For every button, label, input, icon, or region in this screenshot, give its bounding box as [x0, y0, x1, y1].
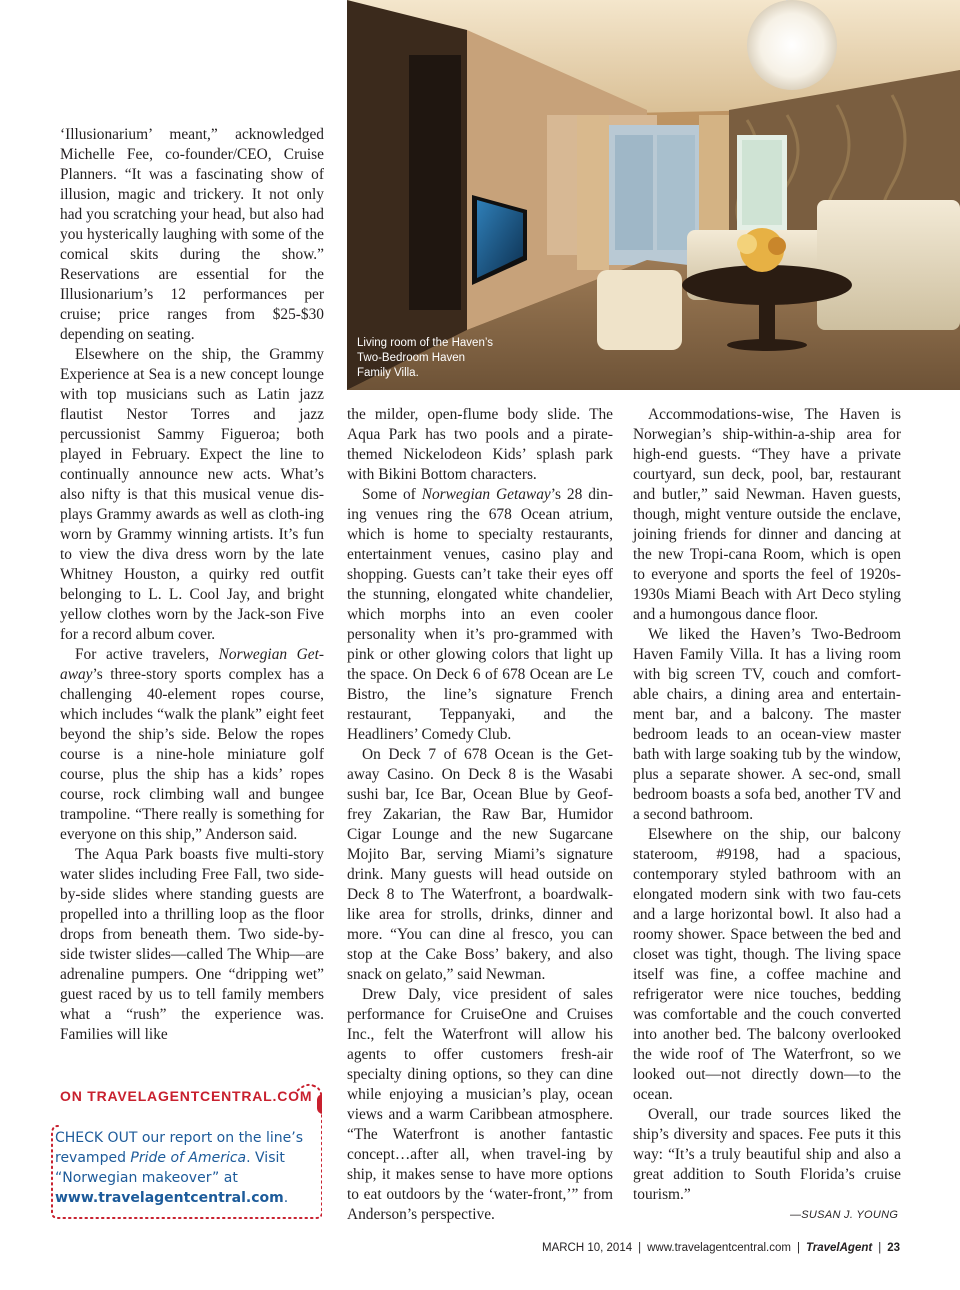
article-paragraph: We liked the Haven’s Two-Bedroom Haven Family Villa. It has a living room with big screen TV, couch and comfort-able chairs, a dining area and entertain-ment bar, and a balcony. The master bedroom leads to an ocean-view master bath with large soaking tub by the window, plus a separate shower. A sec-ond, small bedroom boasts a sofa bed, another TV and a second bathroom.: [633, 626, 901, 823]
article-paragraph: Overall, our trade sources liked the ship’s diversity and spaces. Fee puts it this way: “It’s a truly beautiful ship and also a great addition to South Florida’s cruise tourism.”: [633, 1106, 901, 1203]
article-column-3: [633, 405, 901, 1205]
article-paragraph: Drew Daly, vice president of sales performance for CruiseOne and Cruises Inc., felt the Waterfront will allow his agents to offer customers fresh-air specialty dining options, so they can dine while enjoying a musician’s play, ocean views and a warm Caribbean atmosphere. “The Waterfront is another fantastic concept…after all, when travel-ing by ship, it makes sense to have more options to eat outdoors by the ‘water-front,’” from Anderson’s perspective.: [347, 986, 613, 1223]
article-paragraph: Elsewhere on the ship, our balcony stateroom, #9198, had a spacious, contemporary styled bathroom with an elongated modern sink with two fau-cets and a large horizontal bowl. It also had a roomy shower. Space between the bed and closet was tight, though. The living space itself was fine, a coffee machine and refrigerator were nice touches, bedding was comfortable and the couch converted into another bed. The balcony overlooked the wide roof of The Waterfront, so we looked out—not directly down—to the ocean.: [633, 826, 901, 1103]
callout-line-1: CHECK OUT our report on the line’s revamped: [55, 1130, 304, 1166]
photo-caption: Living room of the Haven’s Two-Bedroom Haven Family Villa.: [357, 337, 493, 379]
article-paragraph: On Deck 7 of 678 Ocean is the Get-away Casino. On Deck 8 is the Wasabi sushi bar, Ice Bar, Ocean Blue by Geof-frey Zakarian, the Raw Bar, Humidor Cigar Lounge and the new Sugarcane Mojito Bar, serving Miami’s signature drink. Many guests will head outside on Deck 8 to The Waterfront, a boardwalk-like area for strolls, drinks, dinner and more. “You can dine al fresco, you can stop at the Cake Boss’ bakery, and also snack on gelato,” said Newman.: [347, 746, 613, 983]
article-column-1: [60, 125, 324, 1045]
callout-line-2: . Visit “Norwegian makeover” at: [55, 1150, 285, 1186]
article-paragraph: Some of Norwegian Getaway’s 28 din-ing venues ring the 678 Ocean atrium, which is home to specialty restaurants, entertainment venues, casino play and shopping. Guests can’t take their eyes off the stunning, elongated white chandelier, which morphs into an even cooler personality when it’s pro-grammed with pink or other glowing colors that light up the space. On Deck 6 of 678 Ocean are Le Bistro, the line’s signature French restaurant, Teppanyaki, and the Headliners’ Comedy Club.: [347, 486, 613, 743]
article-paragraph: Accommodations-wise, The Haven is Norwegian’s ship-within-a-ship area for high-end guests. “They have a private courtyard, sun deck, pool, bar, restaurant and butler,” said Newman. Haven guests, though, might venture outside the enclave, joining friends for dinner and dancing at the new Tropi-cana Room, which is open to everyone and sports the feel of 1920s-1930s Miami Beach with Art Deco styling and a humongous dance floor.: [633, 406, 901, 623]
article-paragraph: Elsewhere on the ship, the Grammy Experience at Sea is a new concept lounge with top musicians such as Latin jazz flautist Nestor Torres and jazz percussionist Sammy Figueroa; both played in February. Expect the line to continually announce new acts. What’s also nifty is that this musical venue dis-plays Grammy awards as well as cloth-ing worn by Grammy winning artists. It’s fun to view the diva dress worn by the late Whitney Houston, a quirky red outfit belonging to L. L. Cool Jay, and bright yellow clothes worn by the Jack-son Five for a record album cover.: [60, 346, 324, 643]
issue-date: MARCH 10, 2014: [542, 1242, 633, 1254]
article-paragraph: The Aqua Park boasts five multi-story water slides including Free Fall, two side-by-side slides where standing guests are propelled into a thrilling loop as the floor drops from beneath them. Two side-by-side twister slides—called The Whip—are adrenaline pumpers. One “dripping wet” guest raced by us to tell family members what a “rush” the experience was. Families will like: [60, 846, 324, 1043]
page-number: 23: [887, 1242, 900, 1254]
article-paragraph: For active travelers, Norwegian Get-away’s three-story sports complex has a challenging 40-element ropes course, which includes “walk the plank” eight feet beyond the ship’s side. Below the ropes course is a nine-hole miniature golf course, plus the ship has a kids’ ropes course, rock climbing wall and bungee trampoline. “There really is something for everyone on this ship,” Anderson said.: [60, 646, 324, 843]
magazine-brand: TravelAgent: [805, 1242, 873, 1254]
living-room-photo: [347, 0, 960, 390]
author-signature: —SUSAN J. YOUNG: [790, 1209, 899, 1221]
callout-text: [55, 1128, 310, 1208]
article-column-2: [347, 405, 613, 1225]
callout-ship-name: Pride of America: [130, 1150, 247, 1166]
callout-end: .: [283, 1190, 289, 1206]
living-room-illustration: [347, 0, 960, 390]
page-footer: MARCH 10, 2014 | www.travelagentcentral.com | TravelAgent | 23: [542, 1242, 900, 1254]
article-paragraph: the milder, open-flume body slide. The Aqua Park has two pools and a pirate-themed Nickelodeon Kids’ splash park with Bikini Bottom characters.: [347, 406, 613, 483]
article-paragraph: ‘Illusionarium’ meant,” acknowledged Michelle Fee, co-founder/CEO, Cruise Planners. “It was a fascinating show of illusion, magic and trickery. It not only had you scratching your head, but also had you hysterically laughing with some of the comical skits during the show.” Reservations are essential for the Illusionarium’s 12 performances per cruise; price ranges from $25-$30 depending on seating.: [60, 126, 324, 343]
footer-website[interactable]: www.travelagentcentral.com: [647, 1242, 791, 1254]
web-callout-box: [44, 1082, 322, 1220]
callout-website-link[interactable]: www.travelagentcentral.com: [55, 1190, 284, 1206]
callout-heading: ON TRAVELAGENTCENTRAL.COM: [60, 1088, 313, 1104]
